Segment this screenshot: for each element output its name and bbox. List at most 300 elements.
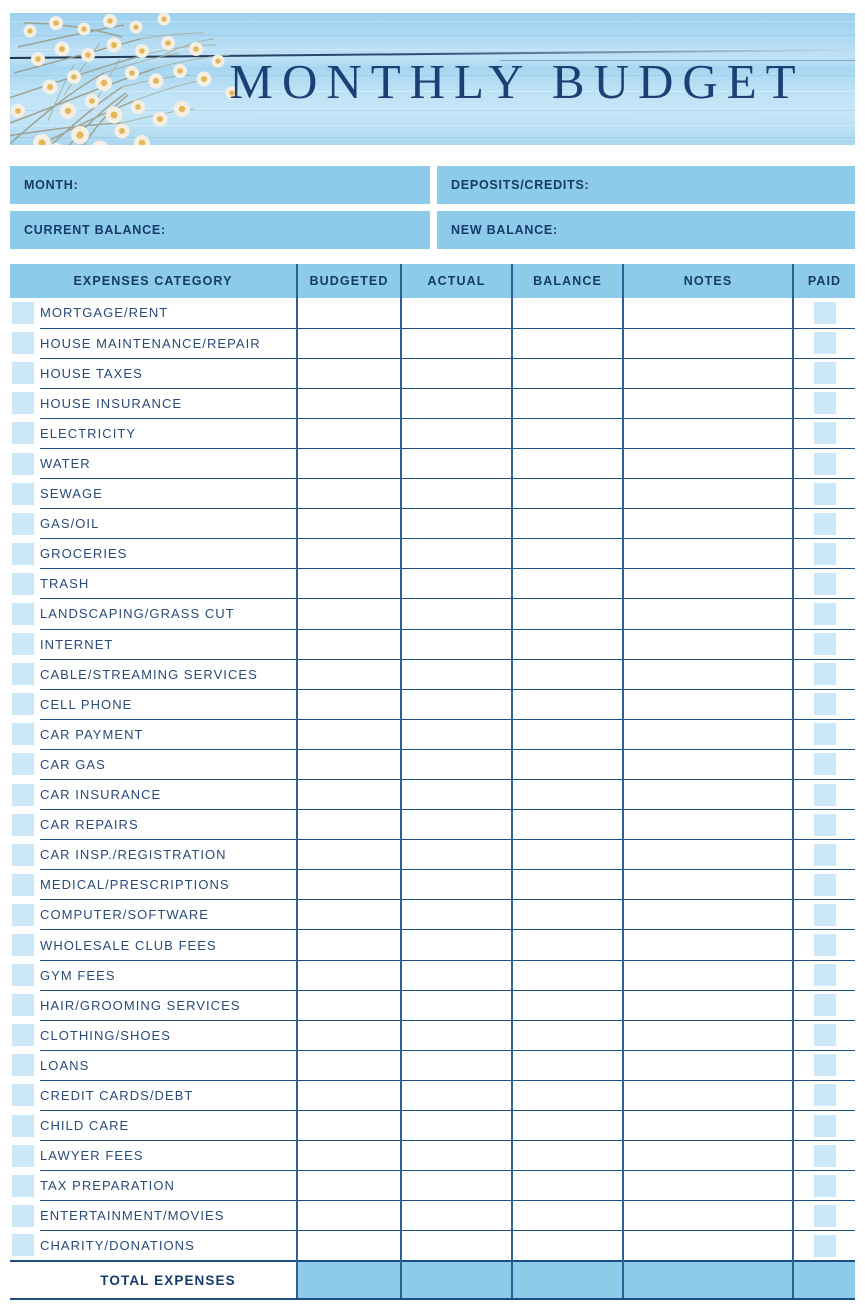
paid-checkbox[interactable] <box>814 543 836 565</box>
table-row <box>10 1171 855 1201</box>
budgeted-cell[interactable] <box>297 1231 401 1261</box>
balance-cell[interactable] <box>512 900 623 930</box>
notes-cell[interactable] <box>623 1231 793 1261</box>
paid-cell <box>793 689 855 719</box>
actual-cell[interactable] <box>401 1231 512 1261</box>
notes-cell[interactable] <box>623 1171 793 1201</box>
paid-checkbox[interactable] <box>814 1205 836 1227</box>
budgeted-cell[interactable] <box>297 840 401 870</box>
total-notes-cell[interactable] <box>623 1261 793 1299</box>
row-checkbox[interactable] <box>12 513 34 535</box>
budgeted-cell[interactable] <box>297 1080 401 1110</box>
notes-cell[interactable] <box>623 780 793 810</box>
paid-checkbox[interactable] <box>814 663 836 685</box>
balance-cell[interactable] <box>512 1231 623 1261</box>
actual-cell[interactable] <box>401 780 512 810</box>
actual-cell[interactable] <box>401 629 512 659</box>
notes-cell[interactable] <box>623 1020 793 1050</box>
expense-category-cell: CLOTHING/SHOES <box>40 1020 297 1050</box>
notes-cell[interactable] <box>623 1201 793 1231</box>
balance-cell[interactable] <box>512 1020 623 1050</box>
notes-cell[interactable] <box>623 930 793 960</box>
balance-cell[interactable] <box>512 1080 623 1110</box>
notes-cell[interactable] <box>623 749 793 779</box>
actual-cell[interactable] <box>401 960 512 990</box>
paid-checkbox[interactable] <box>814 814 836 836</box>
balance-cell[interactable] <box>512 509 623 539</box>
expense-category-cell: LAWYER FEES <box>40 1141 297 1171</box>
notes-cell[interactable] <box>623 719 793 749</box>
budgeted-cell[interactable] <box>297 719 401 749</box>
expense-category-cell: INTERNET <box>40 629 297 659</box>
expense-category-cell: GROCERIES <box>40 539 297 569</box>
expense-category-cell: WATER <box>40 448 297 478</box>
paid-checkbox[interactable] <box>814 904 836 926</box>
expense-category-cell: GYM FEES <box>40 960 297 990</box>
budgeted-cell[interactable] <box>297 479 401 509</box>
page-title: MONTHLY BUDGET <box>229 54 805 109</box>
total-expenses-label: TOTAL EXPENSES <box>40 1261 297 1299</box>
actual-cell[interactable] <box>401 569 512 599</box>
month-field[interactable] <box>10 166 430 204</box>
row-checkbox-cell <box>10 1231 40 1261</box>
balance-cell[interactable] <box>512 840 623 870</box>
actual-cell[interactable] <box>401 1050 512 1080</box>
notes-cell[interactable] <box>623 990 793 1020</box>
new-balance-field[interactable] <box>437 211 855 249</box>
table-row <box>10 599 855 629</box>
paid-checkbox[interactable] <box>814 392 836 414</box>
expense-category-cell: HOUSE MAINTENANCE/REPAIR <box>40 328 297 358</box>
notes-cell[interactable] <box>623 1141 793 1171</box>
paid-checkbox[interactable] <box>814 1175 836 1197</box>
row-checkbox[interactable] <box>12 573 34 595</box>
budgeted-cell[interactable] <box>297 328 401 358</box>
notes-cell[interactable] <box>623 900 793 930</box>
row-checkbox-cell <box>10 840 40 870</box>
paid-cell <box>793 479 855 509</box>
row-checkbox[interactable] <box>12 934 34 956</box>
paid-checkbox[interactable] <box>814 934 836 956</box>
paid-checkbox[interactable] <box>814 603 836 625</box>
row-checkbox[interactable] <box>12 392 34 414</box>
total-paid-cell[interactable] <box>793 1261 855 1299</box>
row-checkbox[interactable] <box>12 753 34 775</box>
notes-cell[interactable] <box>623 388 793 418</box>
notes-cell[interactable] <box>623 960 793 990</box>
balance-cell[interactable] <box>512 870 623 900</box>
table-row <box>10 930 855 960</box>
table-row <box>10 1231 855 1261</box>
row-checkbox-cell <box>10 479 40 509</box>
paid-checkbox[interactable] <box>814 874 836 896</box>
row-checkbox-cell <box>10 780 40 810</box>
budgeted-cell[interactable] <box>297 1141 401 1171</box>
column-header-expenses-category: EXPENSES CATEGORY <box>10 264 297 298</box>
actual-cell[interactable] <box>401 1111 512 1141</box>
budgeted-cell[interactable] <box>297 960 401 990</box>
deposits-credits-field[interactable] <box>437 166 855 204</box>
notes-cell[interactable] <box>623 569 793 599</box>
row-checkbox-cell <box>10 990 40 1020</box>
budgeted-cell[interactable] <box>297 900 401 930</box>
balance-cell[interactable] <box>512 1050 623 1080</box>
row-checkbox[interactable] <box>12 332 34 354</box>
notes-cell[interactable] <box>623 599 793 629</box>
row-checkbox[interactable] <box>12 814 34 836</box>
table-row <box>10 900 855 930</box>
row-checkbox-cell <box>10 1080 40 1110</box>
table-row <box>10 418 855 448</box>
column-header-actual: ACTUAL <box>401 264 512 298</box>
total-balance-cell[interactable] <box>512 1261 623 1299</box>
row-checkbox[interactable] <box>12 994 34 1016</box>
table-row <box>10 1050 855 1080</box>
balance-cell[interactable] <box>512 810 623 840</box>
row-checkbox[interactable] <box>12 603 34 625</box>
table-row <box>10 990 855 1020</box>
actual-cell[interactable] <box>401 689 512 719</box>
budgeted-cell[interactable] <box>297 599 401 629</box>
paid-checkbox[interactable] <box>814 1024 836 1046</box>
actual-cell[interactable] <box>401 900 512 930</box>
actual-cell[interactable] <box>401 930 512 960</box>
actual-cell[interactable] <box>401 659 512 689</box>
paid-checkbox[interactable] <box>814 723 836 745</box>
row-checkbox[interactable] <box>12 1145 34 1167</box>
budgeted-cell[interactable] <box>297 1111 401 1141</box>
balance-cell[interactable] <box>512 1201 623 1231</box>
row-checkbox-cell <box>10 689 40 719</box>
actual-cell[interactable] <box>401 328 512 358</box>
paid-cell <box>793 388 855 418</box>
row-checkbox[interactable] <box>12 1205 34 1227</box>
budgeted-cell[interactable] <box>297 1020 401 1050</box>
row-checkbox[interactable] <box>12 663 34 685</box>
expense-category-cell: MEDICAL/PRESCRIPTIONS <box>40 870 297 900</box>
paid-cell <box>793 1231 855 1261</box>
table-row <box>10 810 855 840</box>
row-checkbox[interactable] <box>12 453 34 475</box>
budgeted-cell[interactable] <box>297 659 401 689</box>
row-checkbox-cell <box>10 418 40 448</box>
budgeted-cell[interactable] <box>297 930 401 960</box>
budgeted-cell[interactable] <box>297 1201 401 1231</box>
paid-checkbox[interactable] <box>814 784 836 806</box>
actual-cell[interactable] <box>401 990 512 1020</box>
row-checkbox-cell <box>10 599 40 629</box>
row-checkbox[interactable] <box>12 1054 34 1076</box>
row-checkbox[interactable] <box>12 422 34 444</box>
total-budgeted-cell[interactable] <box>297 1261 401 1299</box>
balance-cell[interactable] <box>512 960 623 990</box>
balance-cell[interactable] <box>512 479 623 509</box>
paid-cell <box>793 1201 855 1231</box>
notes-cell[interactable] <box>623 509 793 539</box>
paid-cell <box>793 1111 855 1141</box>
budgeted-cell[interactable] <box>297 418 401 448</box>
table-row <box>10 719 855 749</box>
actual-cell[interactable] <box>401 448 512 478</box>
column-header-paid: PAID <box>793 264 855 298</box>
row-checkbox[interactable] <box>12 723 34 745</box>
budgeted-cell[interactable] <box>297 509 401 539</box>
paid-cell <box>793 749 855 779</box>
row-checkbox-cell <box>10 1020 40 1050</box>
notes-cell[interactable] <box>623 448 793 478</box>
paid-checkbox[interactable] <box>814 1145 836 1167</box>
notes-cell[interactable] <box>623 1111 793 1141</box>
row-checkbox-cell <box>10 539 40 569</box>
paid-checkbox[interactable] <box>814 964 836 986</box>
balance-cell[interactable] <box>512 298 623 328</box>
paid-cell <box>793 810 855 840</box>
paid-cell <box>793 900 855 930</box>
balance-cell[interactable] <box>512 358 623 388</box>
paid-cell <box>793 328 855 358</box>
balance-cell[interactable] <box>512 599 623 629</box>
table-row <box>10 539 855 569</box>
notes-cell[interactable] <box>623 298 793 328</box>
summary-fields-row-2 <box>10 211 855 249</box>
notes-cell[interactable] <box>623 689 793 719</box>
balance-cell[interactable] <box>512 930 623 960</box>
balance-cell[interactable] <box>512 689 623 719</box>
expense-category-cell: TRASH <box>40 569 297 599</box>
table-row <box>10 569 855 599</box>
table-row <box>10 328 855 358</box>
total-actual-cell[interactable] <box>401 1261 512 1299</box>
paid-checkbox[interactable] <box>814 422 836 444</box>
balance-cell[interactable] <box>512 569 623 599</box>
table-row <box>10 840 855 870</box>
paid-cell <box>793 719 855 749</box>
paid-checkbox[interactable] <box>814 844 836 866</box>
header-banner <box>10 13 855 145</box>
balance-cell[interactable] <box>512 388 623 418</box>
expense-category-cell: CELL PHONE <box>40 689 297 719</box>
paid-checkbox[interactable] <box>814 1084 836 1106</box>
row-checkbox-cell <box>10 328 40 358</box>
actual-cell[interactable] <box>401 599 512 629</box>
paid-checkbox[interactable] <box>814 302 836 324</box>
expenses-table <box>10 264 855 1300</box>
table-row <box>10 960 855 990</box>
actual-cell[interactable] <box>401 870 512 900</box>
expense-category-cell: CAR INSURANCE <box>40 780 297 810</box>
row-checkbox-cell <box>10 659 40 689</box>
balance-cell[interactable] <box>512 418 623 448</box>
table-row <box>10 629 855 659</box>
expense-category-cell: ELECTRICITY <box>40 418 297 448</box>
notes-cell[interactable] <box>623 358 793 388</box>
actual-cell[interactable] <box>401 509 512 539</box>
budgeted-cell[interactable] <box>297 448 401 478</box>
paid-cell <box>793 659 855 689</box>
paid-cell <box>793 840 855 870</box>
row-checkbox[interactable] <box>12 543 34 565</box>
actual-cell[interactable] <box>401 358 512 388</box>
balance-cell[interactable] <box>512 749 623 779</box>
notes-cell[interactable] <box>623 539 793 569</box>
budgeted-cell[interactable] <box>297 298 401 328</box>
current-balance-field[interactable] <box>10 211 430 249</box>
notes-cell[interactable] <box>623 1080 793 1110</box>
notes-cell[interactable] <box>623 659 793 689</box>
paid-checkbox[interactable] <box>814 362 836 384</box>
paid-cell <box>793 629 855 659</box>
balance-cell[interactable] <box>512 780 623 810</box>
actual-cell[interactable] <box>401 479 512 509</box>
current-balance-field-label: CURRENT BALANCE: <box>24 223 166 237</box>
paid-cell <box>793 509 855 539</box>
row-checkbox[interactable] <box>12 844 34 866</box>
balance-cell[interactable] <box>512 539 623 569</box>
row-checkbox-cell <box>10 569 40 599</box>
paid-cell <box>793 1171 855 1201</box>
paid-cell <box>793 990 855 1020</box>
expense-category-cell: SEWAGE <box>40 479 297 509</box>
actual-cell[interactable] <box>401 298 512 328</box>
row-checkbox[interactable] <box>12 964 34 986</box>
budgeted-cell[interactable] <box>297 539 401 569</box>
balance-cell[interactable] <box>512 1141 623 1171</box>
paid-checkbox[interactable] <box>814 513 836 535</box>
paid-cell <box>793 1080 855 1110</box>
row-checkbox-cell <box>10 930 40 960</box>
notes-cell[interactable] <box>623 840 793 870</box>
notes-cell[interactable] <box>623 810 793 840</box>
paid-checkbox[interactable] <box>814 1115 836 1137</box>
budgeted-cell[interactable] <box>297 870 401 900</box>
notes-cell[interactable] <box>623 1050 793 1080</box>
actual-cell[interactable] <box>401 1141 512 1171</box>
row-checkbox[interactable] <box>12 1175 34 1197</box>
actual-cell[interactable] <box>401 539 512 569</box>
expense-category-cell: HOUSE INSURANCE <box>40 388 297 418</box>
notes-cell[interactable] <box>623 418 793 448</box>
actual-cell[interactable] <box>401 719 512 749</box>
notes-cell[interactable] <box>623 870 793 900</box>
budgeted-cell[interactable] <box>297 810 401 840</box>
paid-checkbox[interactable] <box>814 693 836 715</box>
paid-checkbox[interactable] <box>814 1235 836 1257</box>
actual-cell[interactable] <box>401 749 512 779</box>
paid-checkbox[interactable] <box>814 994 836 1016</box>
paid-checkbox[interactable] <box>814 453 836 475</box>
row-checkbox[interactable] <box>12 362 34 384</box>
row-checkbox-cell <box>10 1111 40 1141</box>
expense-category-cell: MORTGAGE/RENT <box>40 298 297 328</box>
budgeted-cell[interactable] <box>297 1171 401 1201</box>
budgeted-cell[interactable] <box>297 749 401 779</box>
actual-cell[interactable] <box>401 1201 512 1231</box>
actual-cell[interactable] <box>401 1171 512 1201</box>
actual-cell[interactable] <box>401 418 512 448</box>
notes-cell[interactable] <box>623 629 793 659</box>
paid-checkbox[interactable] <box>814 753 836 775</box>
row-checkbox[interactable] <box>12 904 34 926</box>
paid-checkbox[interactable] <box>814 332 836 354</box>
actual-cell[interactable] <box>401 840 512 870</box>
table-row <box>10 358 855 388</box>
balance-cell[interactable] <box>512 448 623 478</box>
actual-cell[interactable] <box>401 388 512 418</box>
balance-cell[interactable] <box>512 719 623 749</box>
total-row-spacer <box>10 1261 40 1299</box>
row-checkbox-cell <box>10 358 40 388</box>
row-checkbox[interactable] <box>12 693 34 715</box>
paid-cell <box>793 960 855 990</box>
budgeted-cell[interactable] <box>297 358 401 388</box>
budgeted-cell[interactable] <box>297 990 401 1020</box>
paid-cell <box>793 448 855 478</box>
paid-checkbox[interactable] <box>814 633 836 655</box>
paid-cell <box>793 1141 855 1171</box>
paid-cell <box>793 358 855 388</box>
budgeted-cell[interactable] <box>297 1050 401 1080</box>
budgeted-cell[interactable] <box>297 780 401 810</box>
deposits-credits-field-label: DEPOSITS/CREDITS: <box>451 178 590 192</box>
row-checkbox[interactable] <box>12 1024 34 1046</box>
budgeted-cell[interactable] <box>297 569 401 599</box>
actual-cell[interactable] <box>401 1020 512 1050</box>
expenses-table-footer <box>10 1261 855 1299</box>
notes-cell[interactable] <box>623 328 793 358</box>
paid-cell <box>793 599 855 629</box>
row-checkbox-cell <box>10 1050 40 1080</box>
budgeted-cell[interactable] <box>297 388 401 418</box>
balance-cell[interactable] <box>512 328 623 358</box>
table-row <box>10 298 855 328</box>
paid-cell <box>793 780 855 810</box>
budgeted-cell[interactable] <box>297 689 401 719</box>
row-checkbox[interactable] <box>12 302 34 324</box>
expense-category-cell: CABLE/STREAMING SERVICES <box>40 659 297 689</box>
expense-category-cell: CREDIT CARDS/DEBT <box>40 1080 297 1110</box>
paid-cell <box>793 870 855 900</box>
paid-checkbox[interactable] <box>814 573 836 595</box>
row-checkbox[interactable] <box>12 1084 34 1106</box>
row-checkbox[interactable] <box>12 1115 34 1137</box>
row-checkbox-cell <box>10 749 40 779</box>
notes-cell[interactable] <box>623 479 793 509</box>
paid-cell <box>793 418 855 448</box>
row-checkbox[interactable] <box>12 874 34 896</box>
paid-cell <box>793 298 855 328</box>
summary-fields <box>10 166 855 256</box>
row-checkbox[interactable] <box>12 483 34 505</box>
actual-cell[interactable] <box>401 1080 512 1110</box>
expense-category-cell: WHOLESALE CLUB FEES <box>40 930 297 960</box>
balance-cell[interactable] <box>512 1111 623 1141</box>
balance-cell[interactable] <box>512 629 623 659</box>
expense-category-cell: GAS/OIL <box>40 509 297 539</box>
paid-checkbox[interactable] <box>814 483 836 505</box>
table-header-row <box>10 264 855 298</box>
paid-checkbox[interactable] <box>814 1054 836 1076</box>
actual-cell[interactable] <box>401 810 512 840</box>
balance-cell[interactable] <box>512 659 623 689</box>
row-checkbox[interactable] <box>12 784 34 806</box>
new-balance-field-label: NEW BALANCE: <box>451 223 558 237</box>
budgeted-cell[interactable] <box>297 629 401 659</box>
row-checkbox[interactable] <box>12 633 34 655</box>
table-row <box>10 1201 855 1231</box>
balance-cell[interactable] <box>512 1171 623 1201</box>
row-checkbox[interactable] <box>12 1234 34 1256</box>
balance-cell[interactable] <box>512 990 623 1020</box>
